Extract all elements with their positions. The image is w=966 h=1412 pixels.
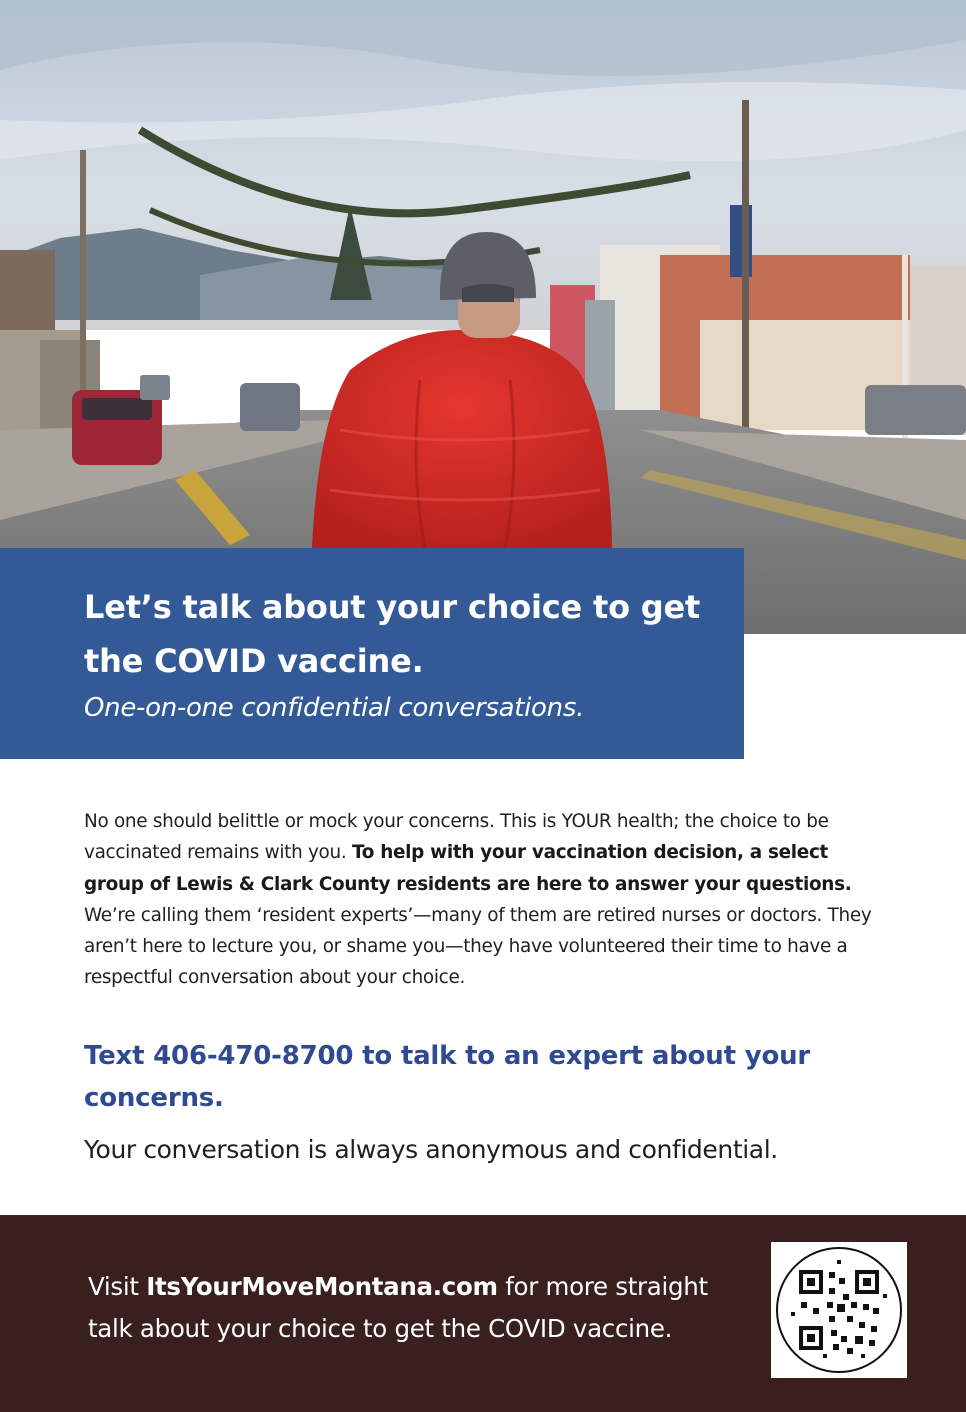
body-text-bold: To help with your vaccination decision, a select group of Lewis & Clark County residents are here to answer your questions. xyxy=(84,842,852,895)
footer xyxy=(0,1215,966,1412)
headline-box xyxy=(0,548,744,759)
call-to-action: Text 406-470-8700 to talk to an expert about your concerns. xyxy=(84,1041,811,1113)
footer-prefix: Visit xyxy=(88,1272,147,1301)
footer-text xyxy=(88,1266,748,1350)
website-link[interactable]: ItsYourMoveMontana.com xyxy=(146,1272,498,1301)
qr-code-icon[interactable] xyxy=(771,1242,907,1378)
body-text-part1: No one should belittle or mock your concerns. This is YOUR health; the choice to be vaccinated remains with you. xyxy=(84,811,829,864)
confidentiality-note: Your conversation is always anonymous and confidential. xyxy=(84,1135,778,1164)
footer-suffix: for more straight talk about your choice to get the COVID vaccine. xyxy=(88,1272,708,1343)
body-text-part2: We’re calling them ‘resident experts’—many of them are retired nurses or doctors. They aren’t here to lecture you, or shame you—they have volunteered their time to have a respectful conversation about your choice. xyxy=(84,904,872,989)
body-paragraph xyxy=(84,806,874,994)
headline: Let’s talk about your choice to get the COVID vaccine. xyxy=(84,588,701,680)
hero-photo xyxy=(0,0,966,634)
subheadline: One-on-one confidential conversations. xyxy=(84,693,585,723)
